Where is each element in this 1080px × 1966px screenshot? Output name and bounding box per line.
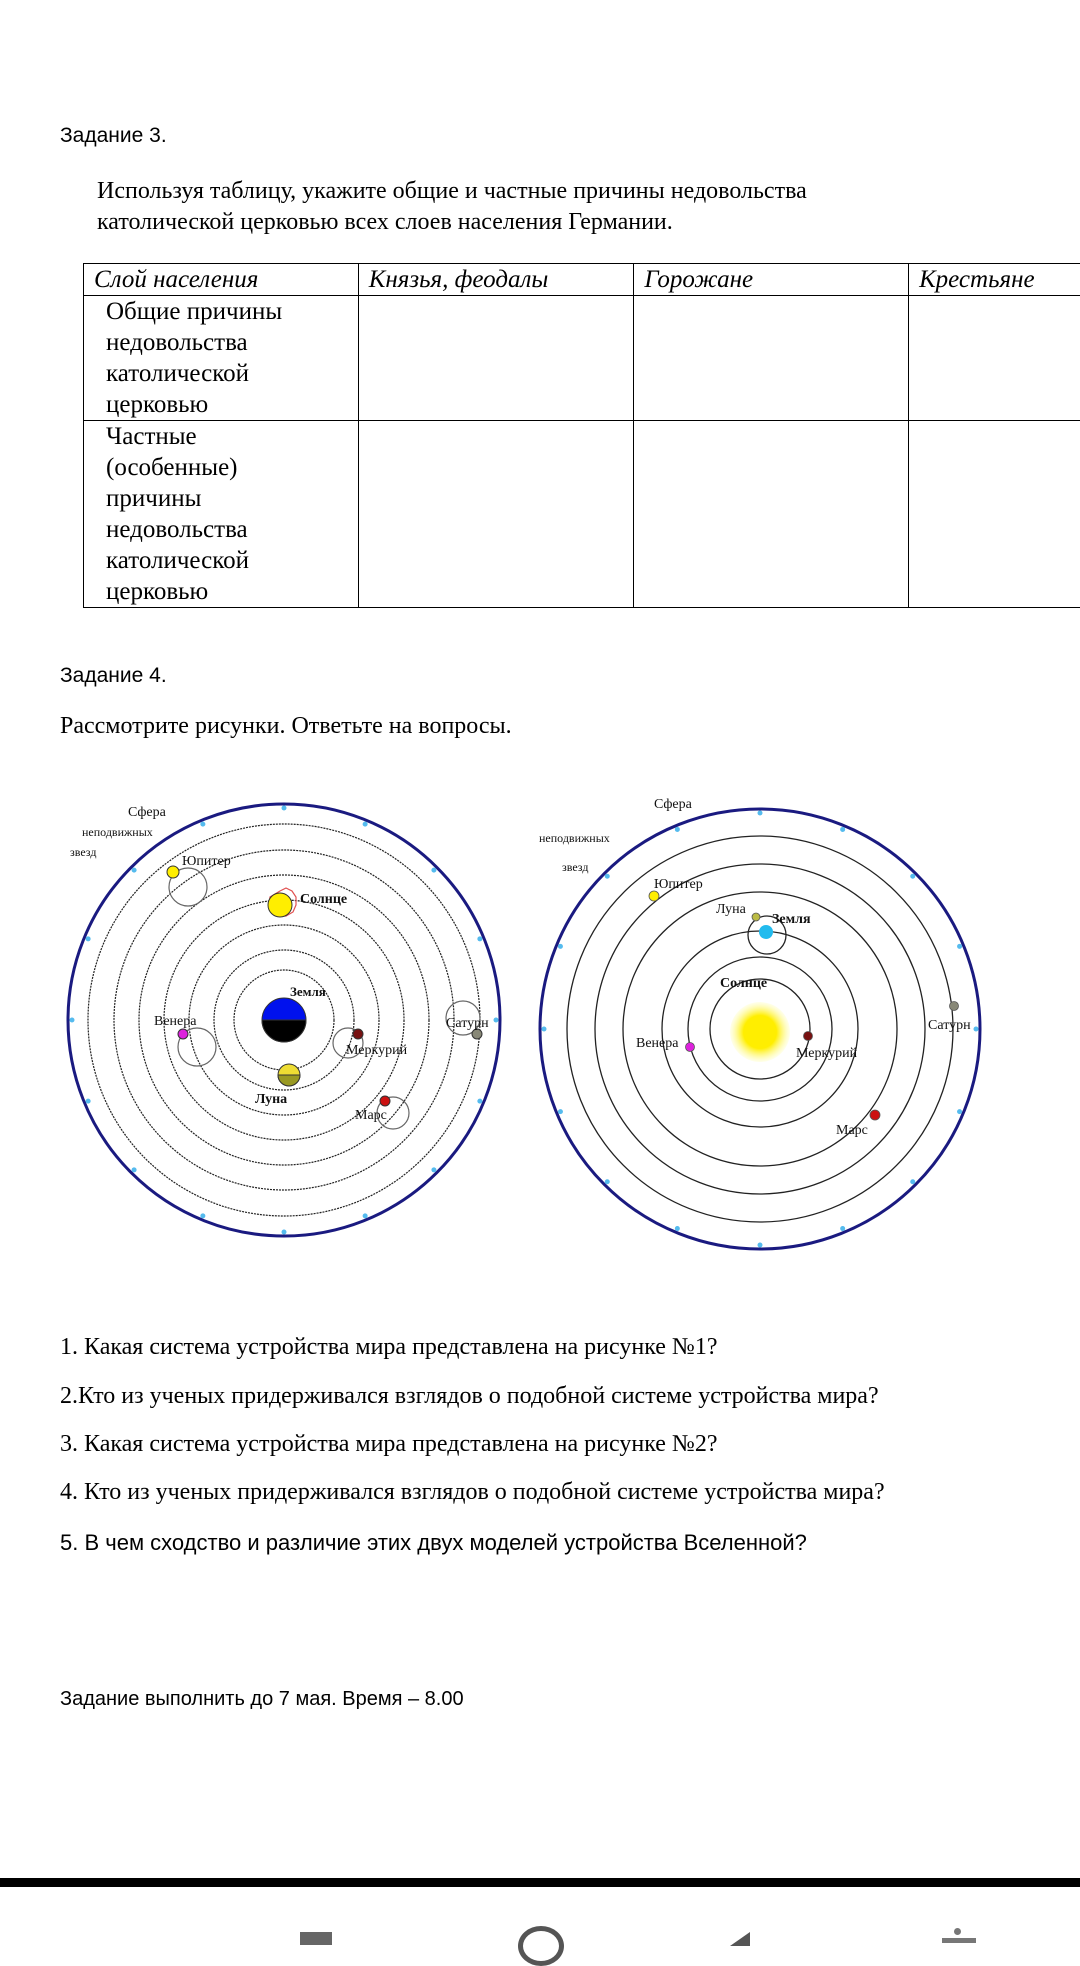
question-2: 2.Кто из ученых придерживался взглядов о подобной системе устройства мира? [60,1383,879,1410]
header-cell: Крестьяне [909,264,1080,296]
saturn-label: Сатурн [446,1016,489,1031]
saturn-label: Сатурн [928,1018,971,1033]
star-icon [675,1226,680,1231]
answer-cell[interactable] [358,296,634,421]
star-icon [494,1018,499,1023]
star-icon [605,1179,610,1184]
earth-icon [759,925,773,939]
star-icon [542,1027,547,1032]
star-icon [477,936,482,941]
star-icon [200,1213,205,1218]
task4-heading: Задание 4. [60,664,167,688]
sphere-label: звезд [70,845,96,859]
row-label [84,421,359,608]
sphere-label: звезд [562,860,588,874]
venus-icon [686,1043,695,1052]
star-icon [605,874,610,879]
jupiter-icon [649,891,659,901]
label-line: католической [106,545,348,576]
answer-cell[interactable] [909,421,1080,608]
mercury-icon [353,1029,363,1039]
mars-label: Марс [836,1123,868,1138]
sun-label: Солнце [720,976,767,991]
header-cell: Слой населения [84,264,359,296]
star-icon [558,944,563,949]
back-icon[interactable] [730,1932,750,1946]
earth-label: Земля [290,984,326,999]
earth-label: Земля [772,912,811,927]
world-systems-figures [0,780,1080,1280]
causes-table [83,263,1080,608]
question-3: 3. Какая система устройства мира представлена на рисунке №2? [60,1431,717,1458]
label-line: Общие причины [106,296,348,327]
star-icon [363,822,368,827]
mars-label: Марс [355,1108,387,1123]
sphere-label: Сфера [128,805,167,820]
recent-apps-icon[interactable] [300,1932,332,1945]
label-line: причины [106,483,348,514]
sun-label: Солнце [300,892,347,907]
star-icon [86,936,91,941]
star-icon [86,1099,91,1104]
figure-2-labels [539,797,971,1138]
answer-cell[interactable] [358,421,634,608]
question-1: 1. Какая система устройства мира представлена на рисунке №1? [60,1334,717,1361]
star-icon [758,1243,763,1248]
answer-cell[interactable] [909,296,1080,421]
table-row [84,296,1080,421]
question-5: 5. В чем сходство и различие этих двух моделей устройства Вселенной? [60,1530,807,1556]
mars-icon [380,1096,390,1106]
task4-instruction: Рассмотрите рисунки. Ответьте на вопросы. [60,711,512,742]
label-line: (особенные) [106,452,348,483]
label-line: церковью [106,389,348,420]
question-4: 4. Кто из ученых придерживался взглядов о подобной системе устройства мира? [60,1479,885,1506]
jupiter-label: Юпитер [654,877,703,892]
venus-icon [178,1029,188,1039]
moon-label: Луна [716,902,747,917]
star-icon [431,1167,436,1172]
answer-cell[interactable] [634,421,909,608]
star-icon [957,944,962,949]
label-line: недовольства [106,514,348,545]
star-icon [910,1179,915,1184]
star-icon [132,868,137,873]
label-line: католической [106,358,348,389]
deadline-note: Задание выполнить до 7 мая. Время – 8.00 [60,1688,464,1711]
task3-heading: Задание 3. [60,124,167,148]
jupiter-icon [167,866,179,878]
star-icon [132,1167,137,1172]
star-icon [282,806,287,811]
star-icon [200,822,205,827]
header-cell: Князья, феодалы [358,264,634,296]
sphere-label: Сфера [654,797,693,812]
home-icon[interactable] [518,1926,564,1966]
moon-icon [752,913,760,921]
task3-instruction-line2: католической церковью всех слоев населения Германии. [97,207,673,238]
page-divider [0,1878,1080,1887]
star-icon [282,1230,287,1235]
label-line: церковью [106,576,348,607]
header-cell: Горожане [634,264,909,296]
star-icon [758,811,763,816]
venus-label: Венера [154,1014,197,1029]
task3-instruction-line1: Используя таблицу, укажите общие и частные причины недовольства [97,176,807,207]
star-icon [558,1109,563,1114]
label-line: недовольства [106,327,348,358]
star-icon [363,1213,368,1218]
star-icon [431,868,436,873]
mercury-icon [804,1032,813,1041]
saturn-icon [950,1002,959,1011]
star-icon [910,874,915,879]
venus-label: Венера [636,1036,679,1051]
star-icon [840,827,845,832]
sun-icon [730,1002,790,1062]
sphere-label: неподвижных [539,831,610,845]
star-icon [70,1018,75,1023]
sun-icon [268,893,292,917]
moon-label: Луна [255,1092,287,1107]
star-icon [840,1226,845,1231]
star-icon [957,1109,962,1114]
label-line: Частные [106,421,348,452]
star-icon [675,827,680,832]
sphere-label: неподвижных [82,825,153,839]
table-row [84,421,1080,608]
row-label [84,296,359,421]
mars-icon [870,1110,880,1120]
accessibility-icon[interactable] [940,1928,976,1945]
mercury-label: Меркурий [346,1043,408,1058]
star-icon [974,1027,979,1032]
answer-cell[interactable] [634,296,909,421]
mercury-label: Меркурий [796,1046,858,1061]
star-icon [477,1099,482,1104]
jupiter-label: Юпитер [182,854,231,869]
table-header-row [84,264,1080,296]
